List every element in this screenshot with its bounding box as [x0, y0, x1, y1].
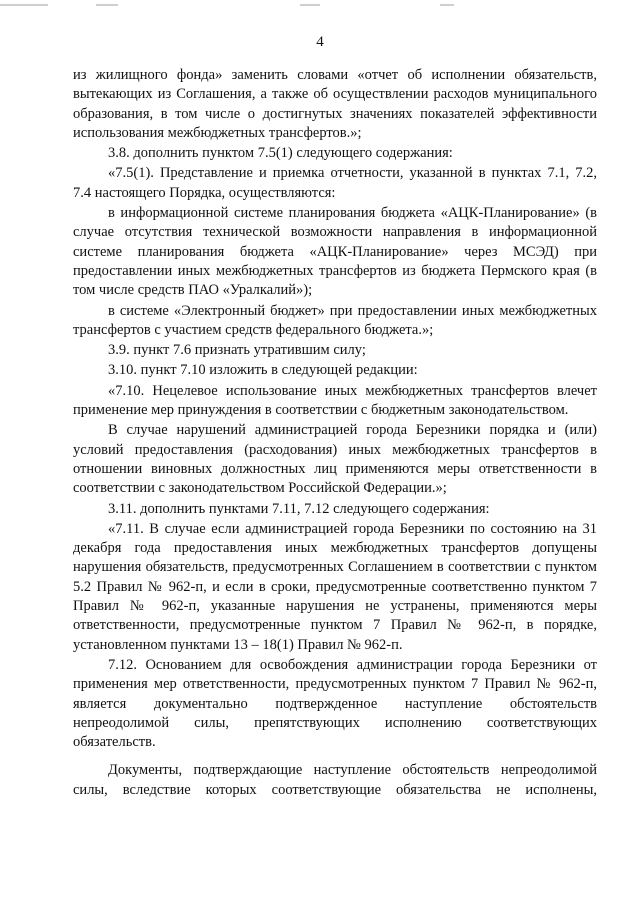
- paragraph: 3.8. дополнить пунктом 7.5(1) следующего содержания:: [108, 145, 453, 162]
- paragraph: В случае нарушений администрацией города Березники порядка и (или) условий предоставления (расходования) иных межбюджетных трансфертов в отношении виновных должностных лиц применяются меры ответственности в соответствии с законодательством Российской Федерации.»;: [73, 422, 597, 497]
- paragraph: «7.11. В случае если администрацией города Березники по состоянию на 31 декабря года предоставления иных межбюджетных трансфертов допущены нарушения обязательств, предусмотренных Соглашением в соответствии с пунктом 5.2 Правил № 962-п, и если в сроки, предусмотренные соответственно пунктом 7 Правил № 962-п, указанные нарушения не устранены, применяются меры ответственности, предусмотренные пунктом 7 Правил № 962-п, в порядке, установленном пунктами 13 – 18(1) Правил № 962-п.: [73, 520, 597, 653]
- page-number: 4: [316, 34, 324, 50]
- paragraph: 7.12. Основанием для освобождения администрации города Березники от применения мер ответственности, предусмотренных пунктом 7 Правил № 962-п, является документально подтвержденное наступление обстоятельств непреодолимой силы, препятствующих исполнению соответствующих обязательств.: [73, 656, 597, 751]
- paragraph: из жилищного фонда» заменить словами «отчет об исполнении обязательств, вытекающих из Соглашения, а также об осуществлении расходов муниципального образования, в том числе о достигнутых значениях показателей эффективности использования межбюджетных трансфертов.»;: [73, 67, 597, 141]
- paragraph: 3.10. пункт 7.10 изложить в следующей редакции:: [108, 362, 418, 379]
- paragraph: Документы, подтверждающие наступление обстоятельств непреодолимой силы, вследствие которых соответствующие обязательства не исполнены,: [73, 762, 597, 798]
- paragraph: в системе «Электронный бюджет» при предоставлении иных межбюджетных трансфертов с участием средств федерального бюджета.»;: [73, 302, 597, 338]
- paragraph: «7.5(1). Представление и приемка отчетности, указанной в пунктах 7.1, 7.2, 7.4 настоящего Порядка, осуществляются:: [73, 165, 597, 201]
- scan-edge-marks: [0, 0, 640, 14]
- paragraph: в информационной системе планирования бюджета «АЦК-Планирование» (в случае отсутствия технической возможности направления в информационной системе планирования бюджета «АЦК-Планирование» через МСЭД) при предоставлении иных межбюджетных трансфертов из бюджета Пермского края (в том числе средств ПАО «Уралкалий»);: [73, 205, 597, 299]
- paragraph: 3.9. пункт 7.6 признать утратившим силу;: [108, 342, 366, 359]
- paragraph: 3.11. дополнить пунктами 7.11, 7.12 следующего содержания:: [108, 500, 490, 517]
- paragraph: «7.10. Нецелевое использование иных межбюджетных трансфертов влечет применение мер принуждения в соответствии с бюджетным законодательством.: [73, 382, 597, 419]
- document-body: [73, 66, 597, 820]
